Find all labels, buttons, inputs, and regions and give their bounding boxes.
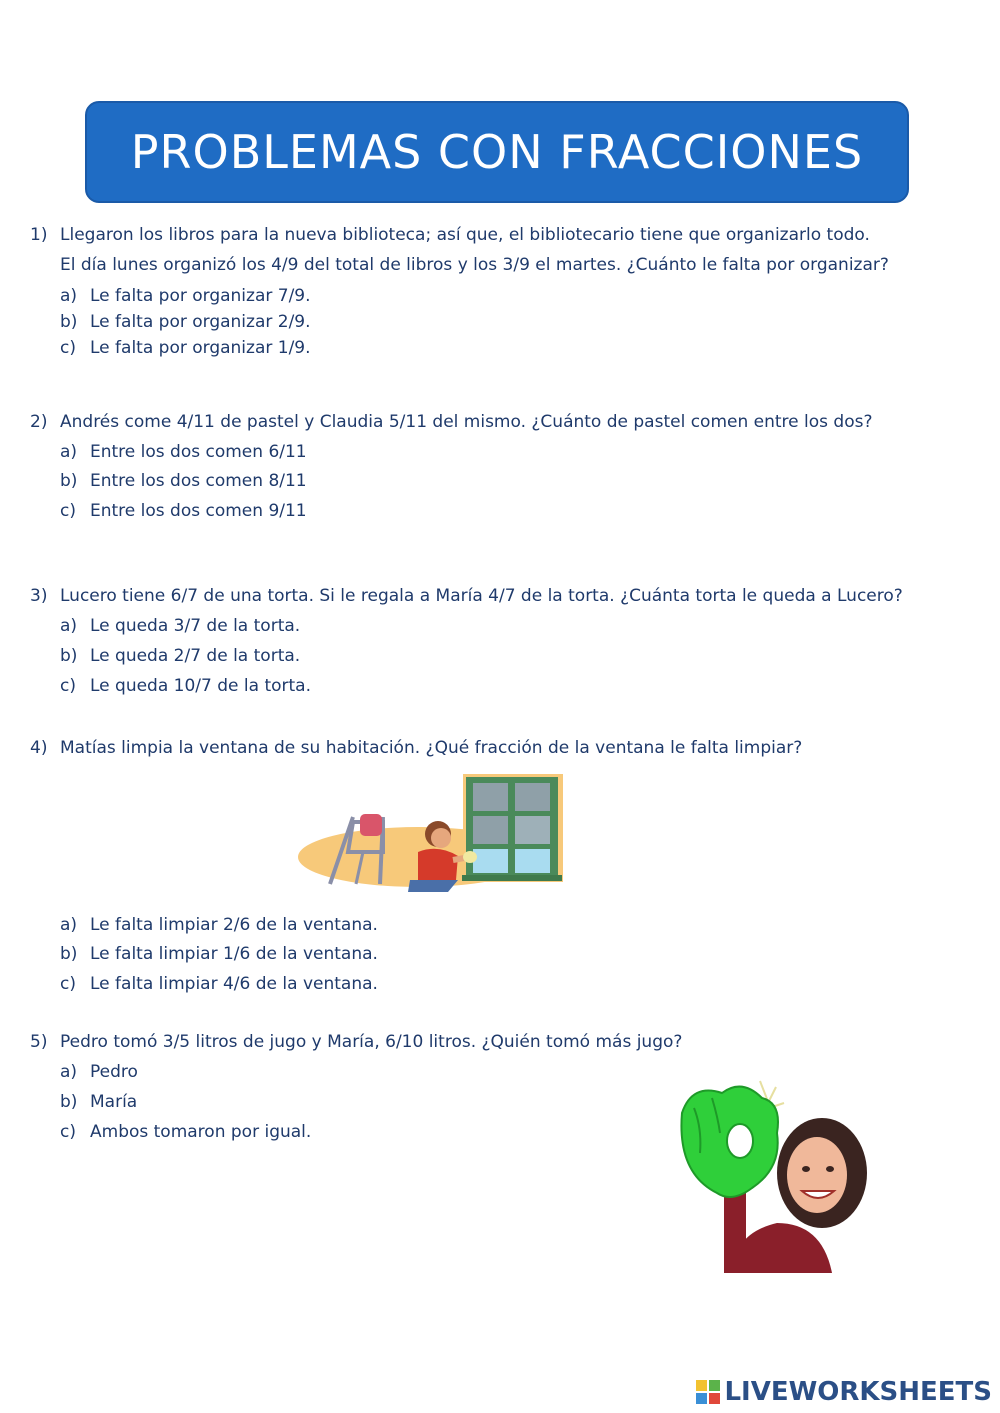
option-text: María: [90, 1092, 138, 1112]
option-text: Le queda 3/7 de la torta.: [90, 616, 301, 636]
option-3a[interactable]: [60, 613, 300, 639]
option-4c[interactable]: [60, 971, 378, 997]
question-3: [30, 581, 903, 611]
question-number: 2): [30, 412, 48, 432]
option-letter: a): [60, 442, 78, 462]
option-text: Le falta limpiar 2/6 de la ventana.: [90, 915, 378, 935]
option-2a[interactable]: [60, 439, 307, 465]
option-5a[interactable]: [60, 1059, 138, 1085]
liveworksheets-logo-icon: [696, 1380, 720, 1404]
option-text: Le queda 2/7 de la torta.: [90, 646, 301, 666]
option-text: Le falta por organizar 7/9.: [90, 286, 311, 306]
option-letter: a): [60, 1062, 78, 1082]
option-text: Le falta por organizar 2/9.: [90, 312, 311, 332]
option-text: Entre los dos comen 9/11: [90, 501, 307, 521]
question-text-line: Pedro tomó 3/5 litros de jugo y María, 6/10 litros. ¿Quién tomó más jugo?: [60, 1032, 683, 1052]
title-banner: [85, 101, 909, 203]
question-number: 1): [30, 225, 48, 245]
question-2: [30, 407, 872, 437]
option-letter: a): [60, 286, 78, 306]
option-letter: b): [60, 944, 78, 964]
question-text-line: Lucero tiene 6/7 de una torta. Si le regala a María 4/7 de la torta. ¿Cuánta torta le queda a Lucero?: [60, 586, 903, 606]
question-text-line: Llegaron los libros para la nueva biblioteca; así que, el bibliotecario tiene que organizarlo todo.: [60, 225, 870, 245]
window-cleaning-illustration: [298, 772, 568, 897]
option-text: Entre los dos comen 6/11: [90, 442, 307, 462]
question-1: [30, 220, 942, 280]
liveworksheets-logo: [696, 1377, 992, 1407]
question-text-line: El día lunes organizó los 4/9 del total de libros y los 3/9 el martes. ¿Cuánto le falta por organizar?: [60, 255, 889, 275]
page-title: PROBLEMAS CON FRACCIONES: [130, 125, 864, 179]
option-letter: c): [60, 1122, 76, 1142]
option-letter: c): [60, 676, 76, 696]
option-text: Pedro: [90, 1062, 138, 1082]
question-text-line: Andrés come 4/11 de pastel y Claudia 5/11 del mismo. ¿Cuánto de pastel comen entre los dos?: [60, 412, 873, 432]
option-letter: b): [60, 312, 78, 332]
question-number: 3): [30, 586, 48, 606]
question-number: 4): [30, 738, 48, 758]
option-letter: b): [60, 646, 78, 666]
option-letter: b): [60, 1092, 78, 1112]
option-letter: c): [60, 501, 76, 521]
option-letter: c): [60, 338, 76, 358]
option-5c[interactable]: [60, 1119, 311, 1145]
option-3c[interactable]: [60, 673, 311, 699]
option-4a[interactable]: [60, 912, 378, 938]
option-text: Ambos tomaron por igual.: [90, 1122, 312, 1142]
question-4: [30, 733, 802, 763]
option-letter: b): [60, 471, 78, 491]
brand-name: LIVEWORKSHEETS: [724, 1377, 992, 1407]
question-5: [30, 1027, 682, 1057]
option-letter: a): [60, 616, 78, 636]
option-5b[interactable]: [60, 1089, 137, 1115]
option-4b[interactable]: [60, 941, 378, 967]
option-text: Le falta limpiar 4/6 de la ventana.: [90, 974, 378, 994]
option-letter: c): [60, 974, 76, 994]
question-number: 5): [30, 1032, 48, 1052]
option-text: Le queda 10/7 de la torta.: [90, 676, 311, 696]
option-1c[interactable]: [60, 335, 311, 361]
option-text: Entre los dos comen 8/11: [90, 471, 307, 491]
option-1a[interactable]: [60, 283, 311, 309]
question-text-line: Matías limpia la ventana de su habitación. ¿Qué fracción de la ventana le falta limpiar?: [60, 738, 803, 758]
option-text: Le falta por organizar 1/9.: [90, 338, 311, 358]
option-2c[interactable]: [60, 498, 307, 524]
option-letter: a): [60, 915, 78, 935]
avatar-ok-glove-illustration: [672, 1073, 872, 1273]
option-3b[interactable]: [60, 643, 300, 669]
option-text: Le falta limpiar 1/6 de la ventana.: [90, 944, 378, 964]
option-1b[interactable]: [60, 309, 311, 335]
option-2b[interactable]: [60, 468, 307, 494]
